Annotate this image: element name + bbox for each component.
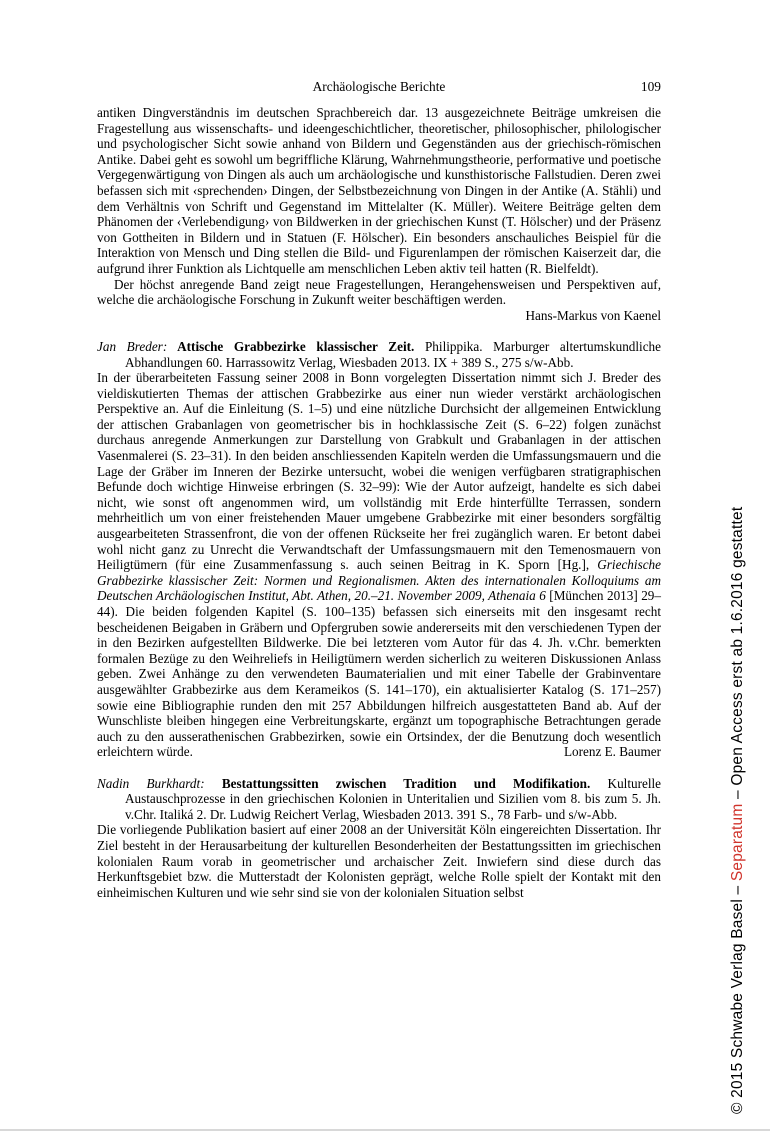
reviewer-signature-kaenel: Hans-Markus von Kaenel: [525, 307, 661, 323]
text-segment: antiken Dingverständnis im deutschen Sprachbereich dar. 13 ausgezeichnete Beiträge umkreisen die Fragestellung aus wissenschafts- und ideengeschichtlicher, theoretischer, philosophischer, philologischer und psychologischer Sicht sowie anhand von Bildern und Gegenständen aus der griechisch-römischen Antike. Dabei geht es sowohl um begriffliche Klärung, Wahrnehmungstheorie, performative und poetische Vergegenwärtigung von Dingen als auch um archäologische und kunsthistorische Fallstudien. Deren zwei befassen sich mit ‹sprechenden› Dingen, der Selbstbezeichnung von Dingen in der Antike (A. Stähli) und dem Verhältnis von Schrift und Gegenstand im Mittelalter (K. Müller). Weitere Beiträge gelten dem Phänomen der ‹Verlebendigung› von Bildwerken in der griechischen Kunst (T. Hölscher) und der Präsenz von Gottheiten in Bildern und in Statuen (F. Hölscher). Ein besonders anschauliches Beispiel für die Interaktion von Mensch und Ding stellen die Bild- und Figurenlampen der römischen Kaiserzeit dar, die aufgrund ihrer Funktion als Lichtquelle am menschlichen Leben aktiv teil hatten (R. Bielfeldt).: [97, 105, 661, 276]
text-segment: Die vorliegende Publikation basiert auf einer 2008 an der Universität Köln eingereichten Dissertation. Ihr Ziel besteht in der Herausarbeitung der kulturellen Besonderheiten der Bestattungssitten im griechischen kolonialen Raum vorab in geometrischer und archaischer Zeit. Inwiefern sind diese durch das Herkunftsgebiet bzw. die Mutterstadt der Kolonisten geprägt, welche Rolle spielt der Kontakt mit den einheimischen Kulturen und wie sehr sind sie von der kolonialen Situation selbst: [97, 822, 661, 900]
text-segment: © 2015 Schwabe Verlag Basel –: [729, 881, 746, 1114]
text-segment: In der überarbeiteten Fassung seiner 2008 in Bonn vorgelegten Dissertation nimmt sich J. Breder des vieldiskutierten Themas der attischen Grabbezirke aus einer nun wieder verstärkt archäologischen Perspektive an. Auf die Einleitung (S. 1–5) und eine nützliche Durchsicht der allgemeinen Entwicklung der attischen Grabanlagen von geometrischer bis in hochklassische Zeit (S. 6–22) folgen zunächst durchaus anregende Anmerkungen zur Darstellung von Grabkult und Grabanlagen in der attischen Vasenmalerei (S. 23–31). In den beiden anschliessenden Kapiteln werden die Umfassungsmauern und die Lage der Gräber im Inneren der Bezirke untersucht, wobei die wenigen verfügbaren stratigraphischen Befunde doch wichtige Hinweise erbringen (S. 32–99): Wie der Autor aufzeigt, handelte es sich dabei nicht, wie sonst oft angenommen wird, um vollständig mit Erde hinterfüllte Terrassen, sondern mehrheitlich um von einer freistehenden Mauer umgebene Grabbezirke mit einer besonders sorgfältig ausgearbeiteten Strassenfront, die von der offenen Rückseite her frei zugänglich waren. Er betont dabei wohl nicht ganz zu Unrecht die Verwandtschaft der Umfassungsmauern mit den Temenosmauern von Heiligtümern (für eine Zusammenfassung s. auch seinen Beitrag in K. Sporn [Hg.],: [97, 370, 661, 573]
copyright-text: [729, 507, 746, 1114]
text-segment: Separatum: [729, 803, 746, 882]
running-head: [97, 79, 661, 95]
text-segment: Nadin Burkhardt:: [97, 775, 205, 791]
review-body-text: [97, 370, 661, 759]
review-heading-text: [97, 776, 661, 822]
text-segment: Der höchst anregende Band zeigt neue Fragestellungen, Herangehensweisen und Perspektiven auf, welche die archäologische Forschung in Zukunft weiter beschäftigen werden.: [97, 276, 661, 308]
text-segment: Griechische Grabbezirke klassischer Zeit: Normen und Regionalismen. Akten des internationalen Kolloquiums am Deutschen Archäologischen Institut, Abt. Athen, 20.–21. November 2009, Athenaia 6: [97, 557, 661, 604]
paragraph-text: [97, 277, 661, 308]
review-heading-text: [97, 339, 661, 370]
copyright-sidebar: [729, 507, 747, 1114]
text-block: [97, 105, 661, 900]
text-segment: Attische Grabbezirke klassischer Zeit.: [167, 338, 415, 354]
review-body-text: [97, 822, 661, 899]
text-segment: [München 2013] 29–44). Die beiden folgenden Kapitel (S. 100–135) befassen sich einerseits mit den insgesamt recht bescheidenen Beigaben in Gräbern und Opfergruben sowie andererseits mit den verschiedenen Typen der in den Bezirken aufgestellten Bildwerke. Die bei letzteren vom Autor für das 4. Jh. v.Chr. bemerkten formalen Bezüge zu den Weihreliefs in Heiligtümern werden sicherlich zu weiteren Diskussionen Anlass geben. Zwei Anhänge zu den verwendeten Baumaterialien und mit einer Tabelle der Grabinventare ausgewählter Grabbezirke aus dem Kerameikos (S. 141–170), ein aktualisierter Katalog (S. 171–257) sowie eine Bibliographie runden den mit 257 Abbildungen hilfreich ausgestatteten Band ab. Auf der Wunschliste bleiben hingegen eine Verbreitungskarte, ergänzt um topographische Betrachtungen gerade auch zu den ausserathenischen Grabbezirken, sowie ein Ortsindex, der die Benutzung doch wesentlich erleichtern würde.: [97, 588, 661, 760]
reviewer-signature-baumer: Lorenz E. Baumer: [563, 744, 661, 760]
paragraph-continuation: [97, 105, 661, 277]
journal-title: Archäologische Berichte: [312, 79, 446, 94]
text-segment: Jan Breder:: [97, 338, 168, 354]
review-heading-burkhardt: [97, 776, 661, 823]
paragraph-text: [97, 105, 661, 276]
text-segment: Kulturelle Austauschprozesse in den griechischen Kolonien in Unteritalien und Sizilien vom 8. bis zum 5. Jh. v.Chr. Italiká 2. Dr. Ludwig Reichert Verlag, Wiesbaden 2013. 391 S., 78 Farb- und s/w-Abb.: [125, 775, 662, 822]
review-body-burkhardt: [97, 822, 661, 900]
text-segment: Philippika. Marburger altertumskundliche Abhandlungen 60. Harrassowitz Verlag, Wiesbaden 2013. IX + 389 S., 275 s/w-Abb.: [125, 338, 662, 370]
text-segment: – Open Access erst ab 1.6.2016 gestattet: [729, 506, 746, 804]
paragraph-closing: [97, 277, 661, 308]
review-heading-breder: [97, 339, 661, 370]
text-segment: Bestattungssitten zwischen Tradition und Modifikation.: [204, 775, 591, 791]
review-body-breder: [97, 370, 661, 760]
page-number: 109: [640, 79, 661, 94]
